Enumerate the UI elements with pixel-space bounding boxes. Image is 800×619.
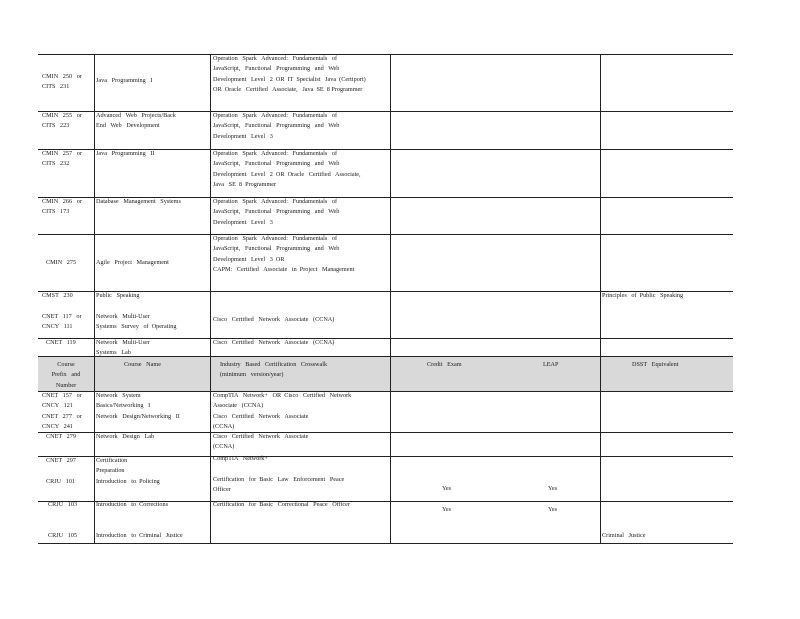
table-cell-cert: Operation Spark Advanced: Fundamentals of JavaScript, Functional Programming and Web Development Level 3 bbox=[213, 198, 340, 226]
table-cell-name: Network Multi-User Systems Lab bbox=[96, 339, 150, 357]
column-header-credit-exam: Credit Exam bbox=[427, 361, 462, 368]
crosswalk-table bbox=[38, 54, 733, 544]
column-header-cert: Industry Based Certification Crosswalk (minimum version/year) bbox=[220, 361, 328, 379]
table-cell-credit-exam: Yes bbox=[442, 485, 452, 492]
table-cell-prefix: CMIN 250 or CITS 231 bbox=[42, 73, 82, 91]
table-cell-cert: Certification for Basic Correctional Peace Officer bbox=[213, 501, 350, 508]
column-rule bbox=[600, 54, 601, 544]
table-cell-name: Java Programming I bbox=[96, 77, 153, 84]
table-cell-cert: Operation Spark Advanced: Fundamentals of JavaScript, Functional Programming and Web Development Level 2 OR Oracle Certified Associate, Java SE 8 Programmer bbox=[213, 150, 361, 189]
table-cell-cert: CompTIA Network+ Certification for Basic Law Enforcement Peace Officer bbox=[213, 455, 345, 494]
table-cell-cert: Cisco Certified Network Associate (CCNA) bbox=[213, 339, 335, 346]
table-cell-cert: Operation Spark Advanced: Fundamentals of JavaScript, Functional Programming and Web Development Level 2 OR IT Specialist Java (Certiport) OR Oracle Certified Associate, Java SE 8 Programmer bbox=[213, 55, 366, 94]
table-cell-name: Advanced Web Projects/Back End Web Development bbox=[96, 112, 176, 130]
table-cell-name: Public Speaking Network Multi-User Systems Survey of Operating bbox=[96, 292, 177, 331]
table-cell-cert: Operation Spark Advanced: Fundamentals of JavaScript, Functional Programming and Web Development Level 3 bbox=[213, 112, 340, 140]
table-cell-name: Network Design Lab bbox=[96, 433, 155, 440]
table-rule bbox=[38, 543, 733, 544]
table-cell-leap: Yes bbox=[548, 485, 558, 492]
table-cell-cert: Operation Spark Advanced: Fundamentals of JavaScript, Functional Programming and Web Development Level 3 OR CAPM: Certified Associate in Project Management bbox=[213, 235, 355, 274]
table-cell-prefix: CMIN 255 or CITS 223 bbox=[42, 112, 82, 130]
column-header-name: Course Name bbox=[124, 361, 161, 368]
table-cell-prefix: CNET 279 bbox=[46, 433, 76, 440]
table-cell-prefix: CRJU 103 CRJU 105 bbox=[48, 501, 78, 540]
table-cell-cert: CompTIA Network+ OR Cisco Certified Network Associate (CCNA) Cisco Certified Network Associate (CCNA) bbox=[213, 392, 352, 431]
column-header-leap: LEAP bbox=[543, 361, 559, 368]
table-cell-name: Introduction to Corrections Introduction to Criminal Justice bbox=[96, 501, 183, 540]
table-cell-prefix: CNET 297 CRJU 101 bbox=[46, 457, 76, 485]
table-cell-dsst: Criminal Justice bbox=[602, 532, 646, 540]
table-cell-name: Certification Preparation Introduction to Policing bbox=[96, 457, 160, 485]
table-cell-name: Database Management Systems bbox=[96, 198, 181, 205]
table-cell-prefix: CNET 157 or CNCY 121 CNET 277 or CNCY 241 bbox=[42, 392, 82, 431]
table-cell-credit-exam: Yes bbox=[442, 506, 452, 513]
table-cell-dsst: Principles of Public Speaking bbox=[602, 292, 684, 299]
column-rule bbox=[210, 54, 211, 544]
table-cell-name: Network System Basics/Networking I Network Design/Networking II bbox=[96, 392, 180, 420]
table-cell-prefix: CMIN 266 or CITS 173 bbox=[42, 198, 82, 216]
table-cell-leap: Yes bbox=[548, 506, 558, 513]
table-cell-prefix: CMST 230 CNET 117 or CNCY 111 bbox=[42, 292, 82, 331]
table-cell-prefix: CMIN 257 or CITS 232 bbox=[42, 150, 82, 168]
table-cell-cert: Cisco Certified Network Associate (CCNA) bbox=[213, 315, 335, 323]
table-cell-name: Agile Project Management bbox=[96, 259, 169, 266]
table-cell-cert: Cisco Certified Network Associate (CCNA) bbox=[213, 433, 309, 451]
table-cell-name: Java Programming II bbox=[96, 150, 155, 157]
column-rule bbox=[94, 54, 95, 544]
table-cell-prefix: CNET 119 bbox=[46, 339, 76, 346]
table-cell-prefix: CMIN 275 bbox=[46, 259, 77, 266]
column-header-dsst: DSST Equivalent bbox=[632, 361, 679, 368]
column-header-prefix: Course Prefix and Number bbox=[51, 361, 81, 389]
column-rule bbox=[390, 54, 391, 544]
